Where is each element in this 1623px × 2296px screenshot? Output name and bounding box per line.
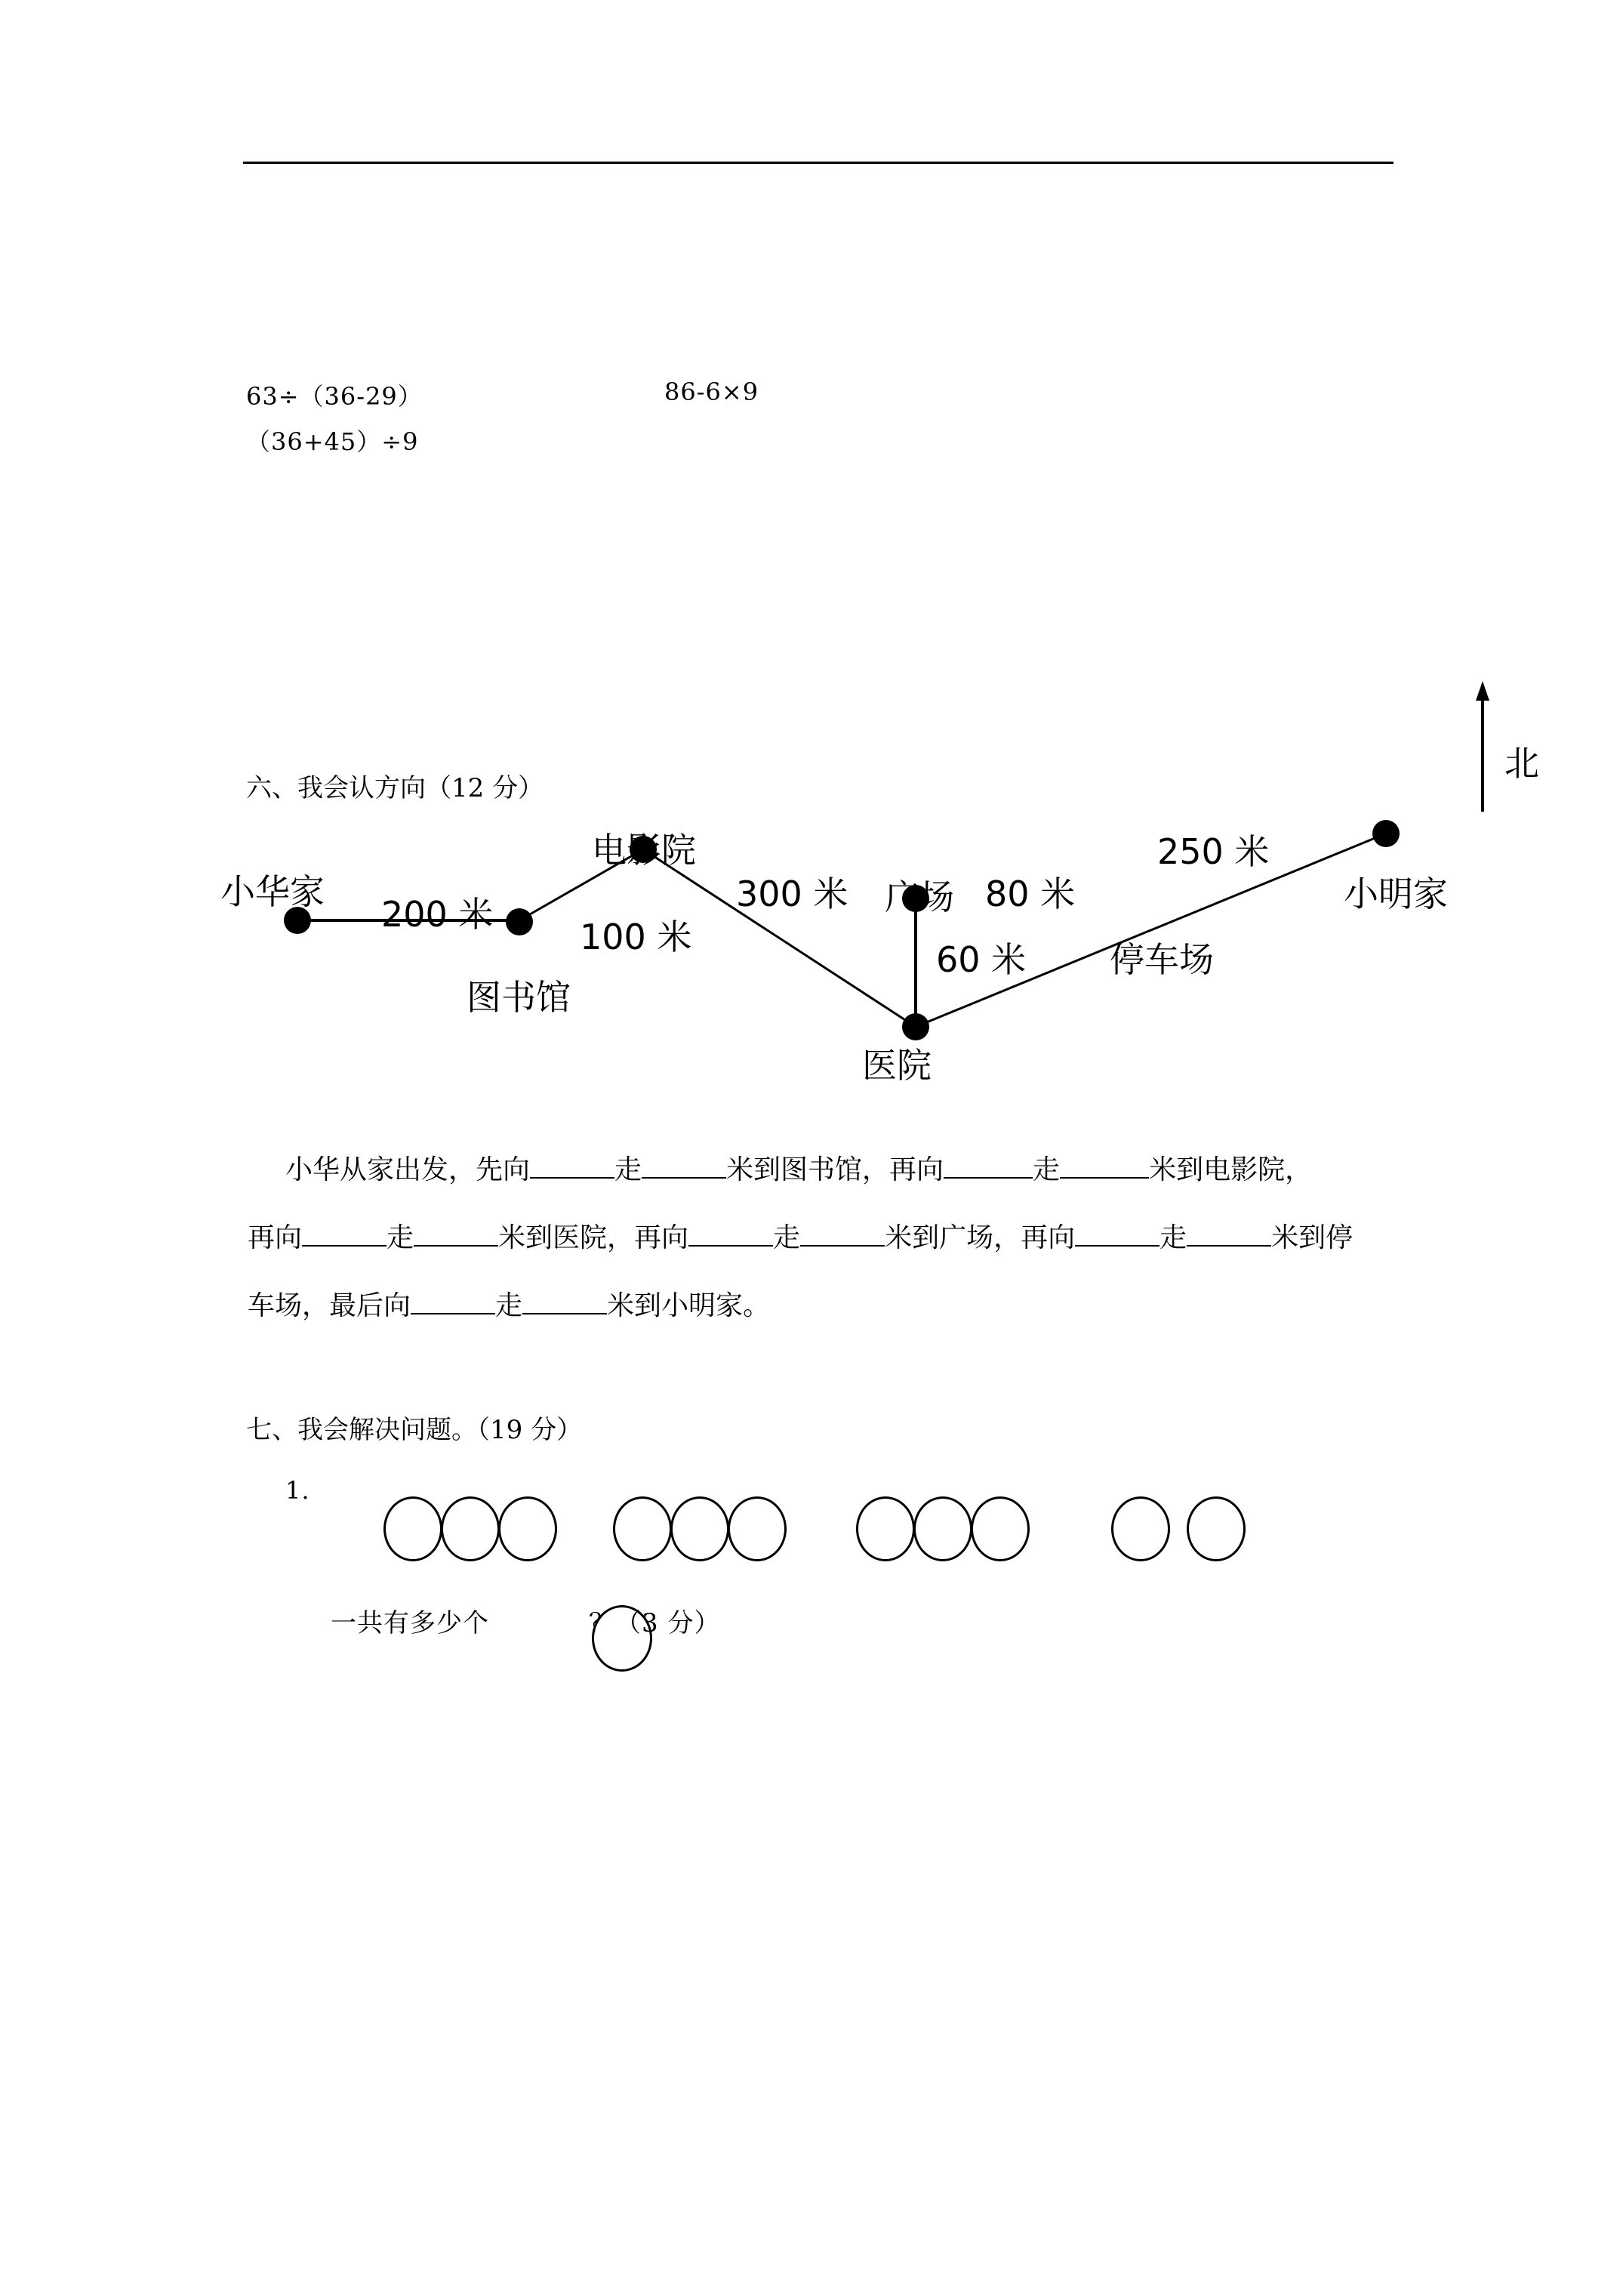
text-segment: 米到图书馆，再向 bbox=[726, 1154, 944, 1185]
label-distance-100: 100 米 bbox=[580, 917, 692, 957]
circle bbox=[613, 1496, 672, 1561]
label-xiaoming-home: 小明家 bbox=[1344, 874, 1448, 914]
direction-paragraph-line-1 bbox=[285, 1136, 1312, 1204]
circle bbox=[498, 1496, 557, 1561]
answer-blank[interactable] bbox=[530, 1150, 614, 1179]
circle bbox=[441, 1496, 500, 1561]
text-segment: 走 bbox=[1033, 1154, 1061, 1185]
dot-library bbox=[506, 908, 533, 935]
answer-blank[interactable] bbox=[800, 1218, 885, 1247]
text-segment: 小华从家出发，先向 bbox=[285, 1154, 531, 1185]
dot-xiaoming-home bbox=[1372, 820, 1400, 847]
expression-2: 86-6×9 bbox=[664, 378, 759, 406]
label-parking: 停车场 bbox=[1110, 939, 1214, 980]
section-7-title: 七、我会解决问题。（19 分） bbox=[246, 1415, 583, 1445]
circle bbox=[670, 1496, 729, 1561]
text-segment: 米到电影院， bbox=[1149, 1154, 1313, 1185]
answer-blank[interactable] bbox=[522, 1286, 607, 1314]
text-segment: 走 bbox=[773, 1222, 801, 1253]
question-1-score: ？（3 分） bbox=[589, 1608, 721, 1638]
route-hospital-xiaoming bbox=[916, 834, 1386, 1027]
question-circle-icon bbox=[592, 1605, 652, 1672]
circle bbox=[1187, 1496, 1246, 1561]
text-segment: 再向 bbox=[248, 1222, 303, 1253]
expression-1: 63÷（36-29） bbox=[246, 382, 423, 411]
answer-blank[interactable] bbox=[642, 1150, 726, 1179]
section-6-title: 六、我会认方向（12 分） bbox=[246, 773, 544, 803]
circle bbox=[383, 1496, 442, 1561]
circle bbox=[1111, 1496, 1170, 1561]
circle bbox=[728, 1496, 787, 1561]
question-1-text: 一共有多少个 bbox=[331, 1608, 489, 1638]
expression-3: （36+45）÷9 bbox=[246, 427, 419, 456]
answer-blank[interactable] bbox=[1187, 1218, 1271, 1247]
label-xiaohua-home: 小华家 bbox=[220, 871, 325, 912]
question-1-number: 1. bbox=[285, 1476, 310, 1505]
answer-blank[interactable] bbox=[414, 1218, 498, 1247]
direction-paragraph-line-3 bbox=[248, 1272, 770, 1340]
text-segment: 米到医院，再向 bbox=[498, 1222, 689, 1253]
label-hospital: 医院 bbox=[862, 1045, 932, 1086]
north-label: 北 bbox=[1504, 743, 1539, 784]
label-distance-250: 250 米 bbox=[1157, 831, 1270, 872]
label-distance-80: 80 米 bbox=[985, 874, 1076, 914]
answer-blank[interactable] bbox=[1060, 1150, 1149, 1179]
circle bbox=[856, 1496, 915, 1561]
dot-hospital bbox=[902, 1013, 929, 1040]
answer-blank[interactable] bbox=[411, 1286, 495, 1314]
text-segment: 走 bbox=[1160, 1222, 1187, 1253]
answer-blank[interactable] bbox=[302, 1218, 387, 1247]
label-cinema: 电影院 bbox=[592, 830, 696, 871]
answer-blank[interactable] bbox=[944, 1150, 1033, 1179]
text-segment: 走 bbox=[614, 1154, 642, 1185]
label-distance-300: 300 米 bbox=[736, 874, 848, 914]
label-distance-200: 200 米 bbox=[381, 894, 494, 935]
answer-blank[interactable] bbox=[1075, 1218, 1160, 1247]
text-segment: 米到停 bbox=[1271, 1222, 1354, 1253]
answer-blank[interactable] bbox=[688, 1218, 773, 1247]
circle bbox=[913, 1496, 972, 1561]
circle bbox=[971, 1496, 1030, 1561]
label-square: 广场 bbox=[885, 877, 954, 917]
label-library: 图书馆 bbox=[467, 977, 571, 1018]
text-segment: 车场，最后向 bbox=[248, 1290, 411, 1321]
label-distance-60: 60 米 bbox=[936, 939, 1027, 980]
text-segment: 米到小明家。 bbox=[607, 1290, 771, 1321]
text-segment: 米到广场，再向 bbox=[885, 1222, 1076, 1253]
text-segment: 走 bbox=[387, 1222, 414, 1253]
north-arrow-head bbox=[1476, 681, 1489, 701]
direction-paragraph-line-2 bbox=[248, 1204, 1353, 1272]
text-segment: 走 bbox=[495, 1290, 523, 1321]
